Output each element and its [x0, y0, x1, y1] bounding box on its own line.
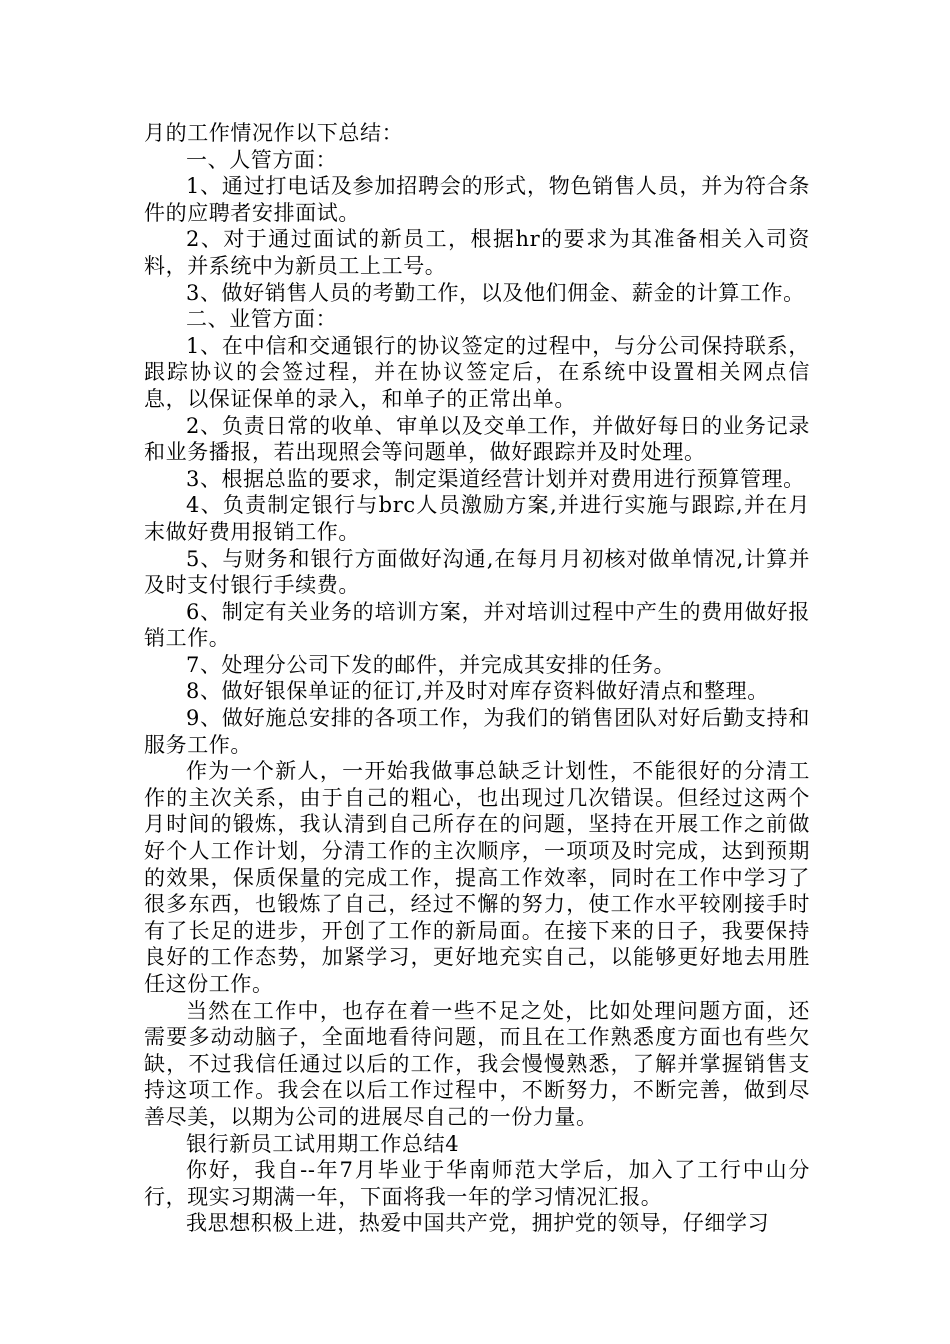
body-paragraph: 我思想积极上进，热爱中国共产党，拥护党的领导，仔细学习: [186, 1211, 770, 1236]
body-paragraph: 作为一个新人，一开始我做事总缺乏计划性，不能很好的分清工作的主次关系，由于自己的粗心，也出现过几次错误。但经过这两个月时间的锻炼，我认清到自己所存在的问题，坚持在开展工作之前做好个人工作计划，分清工作的主次顺序，一项项及时完成，达到预期的效果，保质保量的完成工作，提高工作效率，同时在工作中学习了很多东西，也锻炼了自己，经过不懈的努力，使工作水平较刚接手时有了长足的进步，开创了工作的新局面。在接下来的日子，我要保持良好的工作态势，加紧学习，更好地充实自己，以能够更好地去用胜任这份工作。: [144, 759, 810, 996]
paragraph-intro: 月的工作情况作以下总结：: [144, 121, 404, 145]
section-heading-personnel: 一、人管方面：: [186, 147, 338, 172]
list-item: 9、做好施总安排的各项工作，为我们的销售团队对好后勤支持和服务工作。: [144, 706, 810, 757]
body-paragraph: 你好，我自--年7月毕业于华南师范大学后，加入了工行中山分行，现实习期满一年，下面将我一年的学习情况汇报。: [144, 1158, 810, 1209]
list-item: 1、在中信和交通银行的协议签定的过程中，与分公司保持联系，跟踪协议的会签过程，并在协议签定后，在系统中设置相关网点信息，以保证保单的录入，和单子的正常出单。: [144, 333, 810, 411]
list-item: 8、做好银保单证的征订,并及时对库存资料做好清点和整理。: [186, 679, 769, 704]
list-item: 7、处理分公司下发的邮件，并完成其安排的任务。: [186, 652, 676, 677]
list-item: 3、做好销售人员的考勤工作，以及他们佣金、薪金的计算工作。: [186, 280, 805, 305]
document-page: [144, 120, 810, 1237]
list-item: 2、负责日常的收单、审单以及交单工作，并做好每日的业务记录和业务播报，若出现照会等问题单，做好跟踪并及时处理。: [144, 413, 810, 465]
body-paragraph: 当然在工作中，也存在着一些不足之处，比如处理问题方面，还需要多动动脑子，全面地看待问题，而且在工作熟悉度方面也有些欠缺，不过我信任通过以后的工作，我会慢慢熟悉，了解并掌握销售支持这项工作。我会在以后工作过程中，不断努力，不断完善，做到尽善尽美，以期为公司的进展尽自己的一份力量。: [144, 998, 810, 1129]
section-title: 银行新员工试用期工作总结4: [186, 1131, 460, 1156]
section-heading-business: 二、业管方面：: [186, 307, 338, 332]
list-item: 4、负责制定银行与brc人员激励方案,并进行实施与跟踪,并在月末做好费用报销工作。: [144, 493, 810, 544]
list-item: 6、制定有关业务的培训方案，并对培训过程中产生的费用做好报销工作。: [144, 599, 810, 651]
list-item: 1、通过打电话及参加招聘会的形式，物色销售人员，并为符合条件的应聘者安排面试。: [144, 174, 810, 225]
list-item: 5、与财务和银行方面做好沟通,在每月月初核对做单情况,计算并及时支付银行手续费。: [144, 546, 810, 598]
list-item: 2、对于通过面试的新员工，根据hr的要求为其准备相关入司资料，并系统中为新员工上工号。: [144, 227, 810, 278]
list-item: 3、根据总监的要求，制定渠道经营计划并对费用进行预算管理。: [186, 466, 805, 491]
